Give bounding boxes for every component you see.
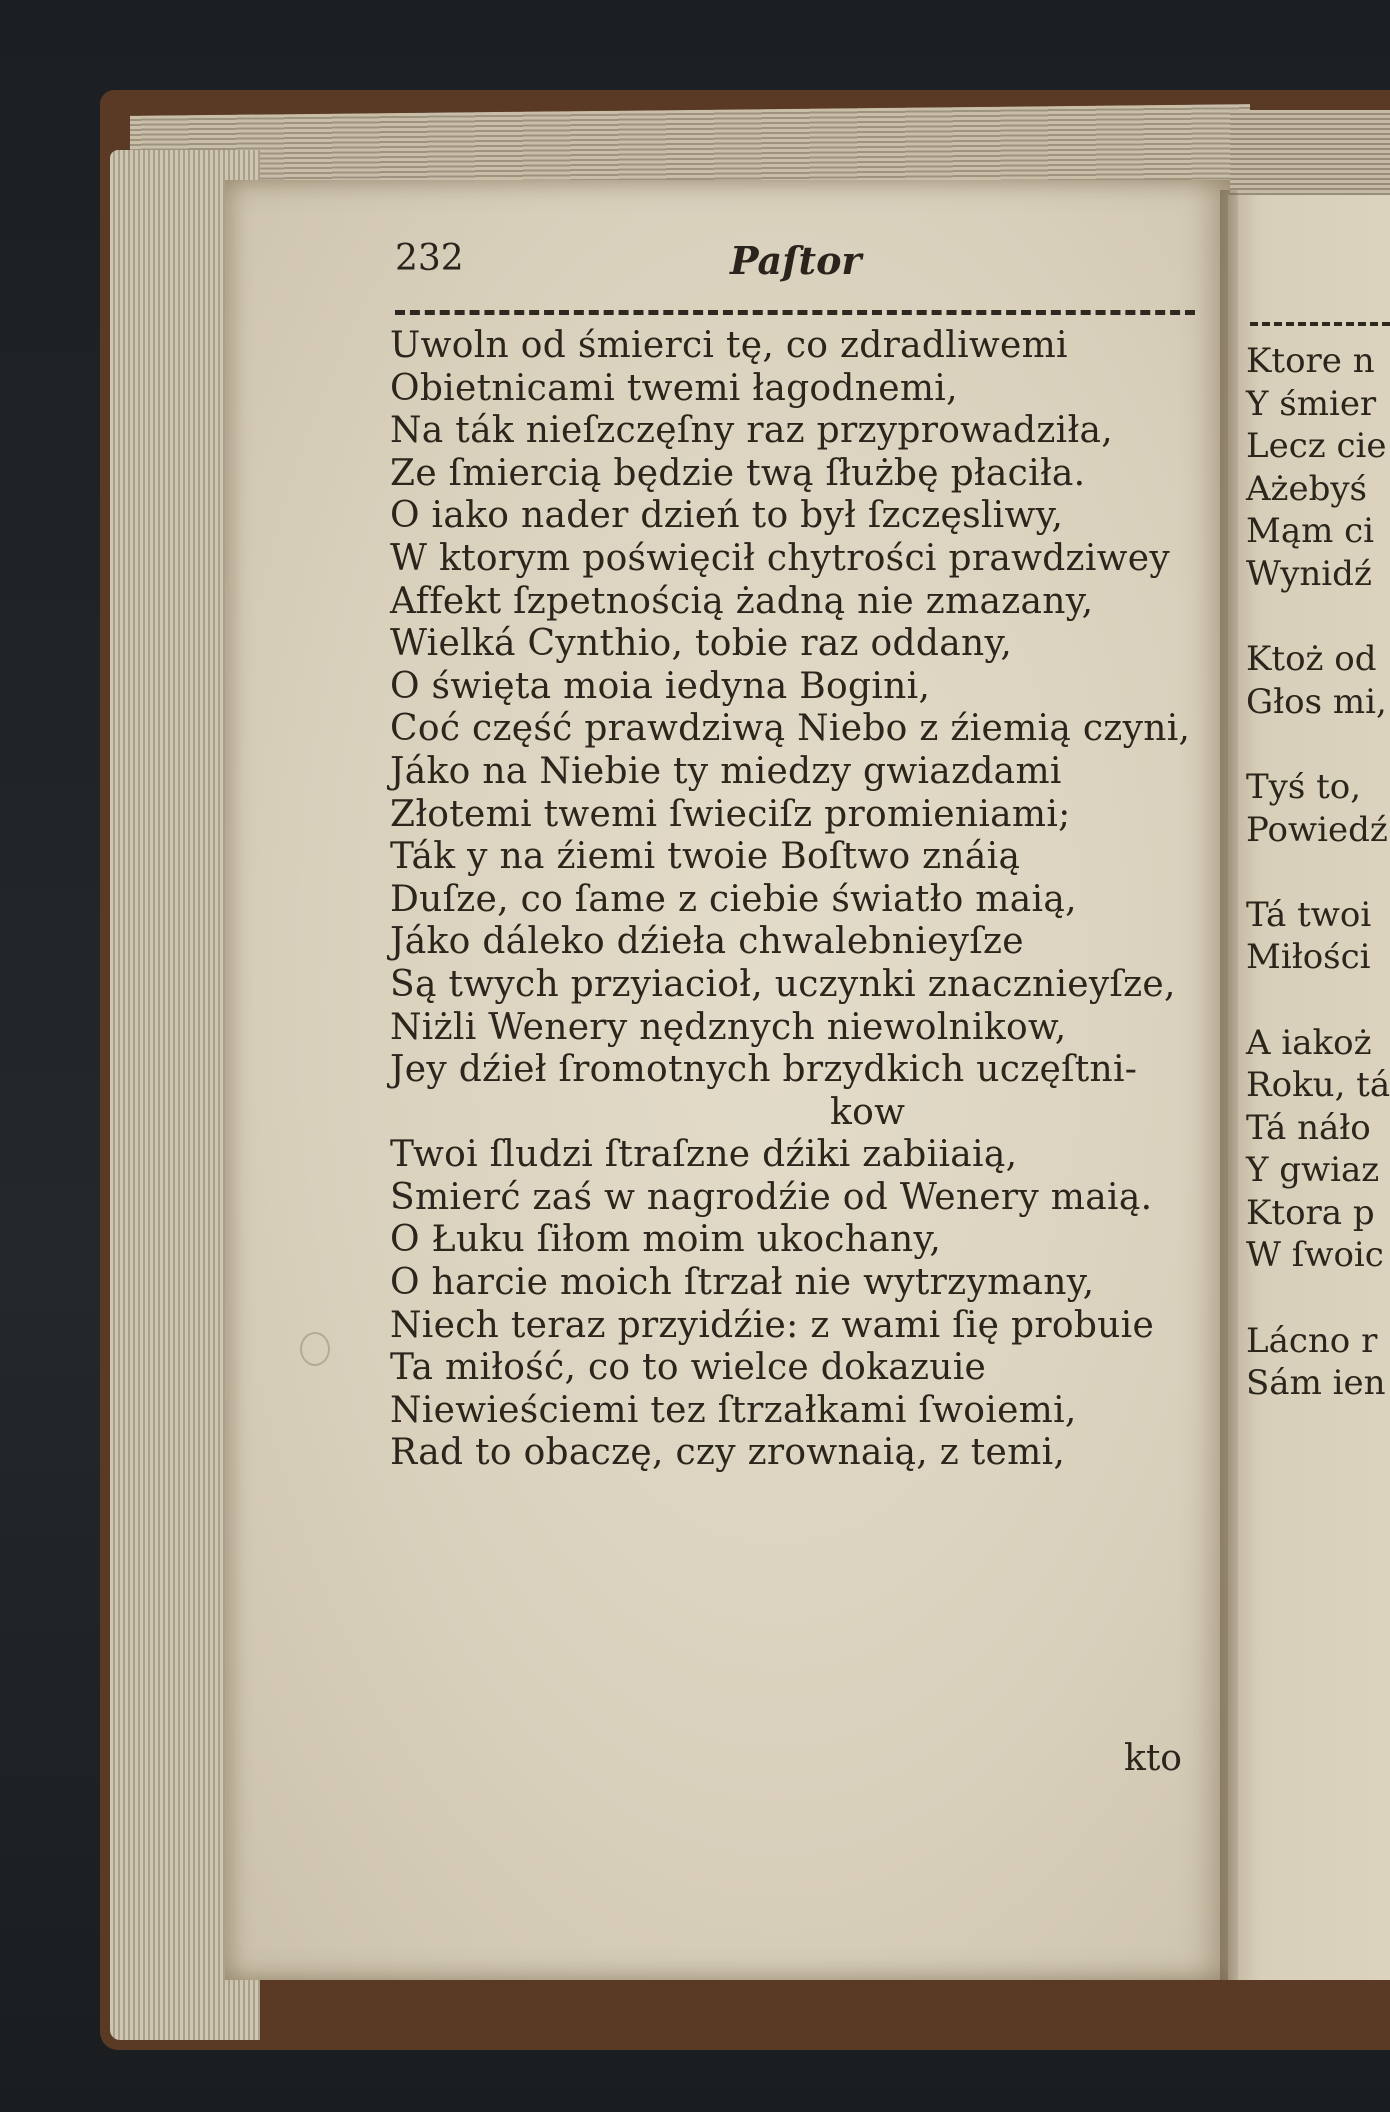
verse-line: Coć część prawdziwą Niebo z źiemią czyni, — [390, 708, 1191, 750]
facing-page-line — [1246, 979, 1390, 1022]
facing-header-rule — [1250, 322, 1390, 326]
facing-page-line: Mąm ci — [1246, 511, 1375, 552]
facing-page-line: Tyś to, — [1246, 766, 1362, 807]
facing-page-line: W ſwoic — [1246, 1235, 1384, 1276]
verse-line: O harcie moich ſtrzał nie wytrzymany, — [390, 1262, 1095, 1304]
facing-page-line: Y gwiaz — [1246, 1150, 1380, 1191]
facing-page-line: Sám ien — [1246, 1363, 1386, 1404]
paper-blemish — [300, 1332, 330, 1366]
facing-page-lines — [1246, 340, 1390, 1405]
catchword: kto — [1124, 1738, 1182, 1779]
facing-page-line: A iakoż — [1246, 1022, 1372, 1063]
facing-page-line: Wynidź — [1246, 553, 1372, 594]
verse-line: O Łuku ſiłom moim ukochany, — [390, 1219, 942, 1261]
verse-line: W ktorym poświęcił chytrości prawdziwey — [390, 537, 1170, 579]
page-edges-top-right — [1230, 110, 1390, 200]
verse-line: Złotemi twemi ſwieciſz promieniami; — [390, 793, 1071, 835]
facing-page-line: Tá náło — [1246, 1107, 1371, 1148]
facing-page-line — [1246, 723, 1390, 766]
verse-line: Niżli Wenery nędznych niewolnikow, — [390, 1006, 1067, 1048]
facing-page-line: Ktora p — [1246, 1192, 1375, 1233]
facing-page-line: Powiedź — [1246, 809, 1388, 850]
running-title: Paſtor — [730, 238, 862, 283]
facing-page-line: Ktoż od — [1246, 639, 1377, 680]
facing-page-line: Y śmier — [1246, 383, 1377, 424]
verse-line: Affekt ſzpetnością żadną nie zmazany, — [390, 580, 1094, 622]
facing-page-line — [1246, 596, 1390, 639]
verse-line: Jáko dáleko dźieła chwalebnieyſze — [390, 921, 1024, 963]
verse-line: Uwoln od śmierci tę, co zdradliwemi — [390, 325, 1068, 366]
header-rule — [395, 310, 1195, 315]
verse-line: Jáko na Niebie ty miedzy gwiazdami — [390, 750, 1062, 792]
verse-line: kow — [830, 1091, 906, 1133]
verse-line: Na ták nieſzczęſny raz przyprowadziła, — [390, 410, 1113, 452]
verse-line: Niech teraz przyidźie: z wami ſię probuie — [390, 1304, 1155, 1346]
verse-line: Twoi ſludzi ſtraſzne dźiki zabiiaią, — [390, 1134, 1018, 1176]
verse-line: Duſze, co ſame z ciebie światło maią, — [390, 878, 1077, 920]
verse-line: Niewieściemi tez ſtrzałkami ſwoiemi, — [390, 1389, 1077, 1431]
verse-line: Rad to obaczę, czy zrownaią, z temi, — [390, 1432, 1066, 1474]
facing-page-line: Tá twoi — [1246, 894, 1372, 935]
verse-line: Jey dźieł ſromotnych brzydkich uczęſtni- — [390, 1049, 1138, 1091]
running-head — [395, 238, 1205, 298]
page-number: 232 — [395, 238, 464, 279]
verse-lines — [390, 325, 1210, 1475]
verse-line: Ze ſmiercią będzie twą ſłużbę płaciła. — [390, 452, 1086, 494]
facing-page-line: Roku, tá — [1246, 1065, 1390, 1106]
facing-page-line: Lecz cie — [1246, 426, 1387, 467]
facing-page-line: Głos mi, — [1246, 681, 1387, 722]
verse-line: Obietnicami twemi łagodnemi, — [390, 367, 958, 409]
verse-line: Są twych przyiacioł, uczynki znacznieyſze, — [390, 963, 1176, 1005]
verse-line: O święta moia iedyna Bogini, — [390, 665, 931, 707]
verse-line: O iako nader dzień to był ſzczęsliwy, — [390, 495, 1064, 537]
facing-page-line: Lácno r — [1246, 1320, 1378, 1361]
facing-page-line: Ktore n — [1246, 341, 1375, 381]
verse-line: Ta miłość, co to wielce dokazuie — [390, 1347, 987, 1389]
verse-line: Ták y na źiemi twoie Boſtwo znáią — [390, 836, 1021, 878]
facing-page-line — [1246, 851, 1390, 894]
facing-page-line: Miłości — [1246, 937, 1371, 978]
book-gutter — [1220, 190, 1238, 1980]
facing-page-line — [1246, 1277, 1390, 1320]
verse-line: Smierć zaś w nagrodźie od Wenery maią. — [390, 1176, 1153, 1218]
verse-line: Wielká Cynthio, tobie raz oddany, — [390, 623, 1013, 665]
facing-page-line: Ażebyś — [1246, 468, 1368, 509]
